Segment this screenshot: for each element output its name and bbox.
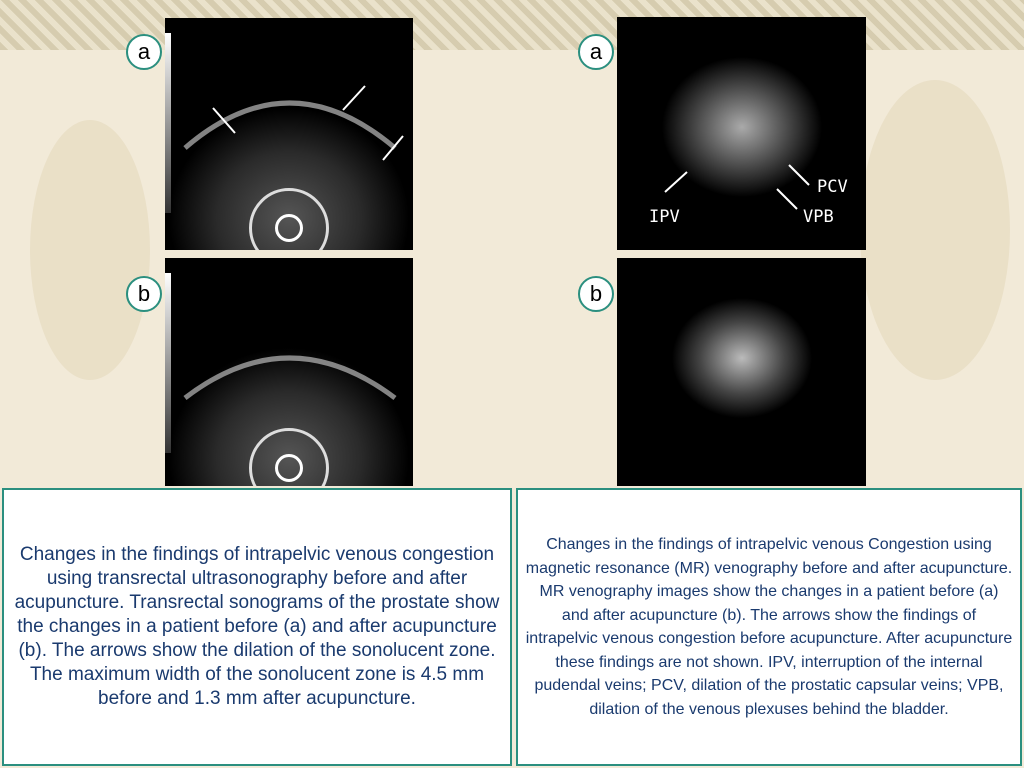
- label-pcv: PCV: [817, 177, 848, 197]
- ultrasound-caption-box: [2, 488, 512, 766]
- mr-caption-box: [516, 488, 1022, 766]
- mr-caption: Changes in the findings of intrapelvic venous Congestion using magnetic resonance (MR) venography before and after acupuncture. MR venography images show the changes in a patient before (a) and after acupuncture (b). The arrows show the findings of intrapelvic venous congestion before acupuncture. After acupuncture these findings are not shown. IPV, interruption of the internal pudendal veins; PCV, dilation of the prostatic capsular veins; VPB, dilation of the venous plexuses behind the bladder.: [525, 536, 1013, 718]
- ultrasound-image-b: [165, 258, 413, 486]
- label-vpb: VPB: [803, 207, 834, 227]
- ultrasound-caption: Changes in the findings of intrapelvic venous congestion using transrectal ultrasonography before and after acupuncture. Transrectal sonograms of the prostate show the changes in a patient before (a) and after acupuncture (b). The arrows show the dilation of the sonolucent zone. The maximum width of the sonolucent zone is 4.5 mm before and 1.3 mm after acupuncture.: [14, 544, 500, 709]
- label-a-ultrasound: a: [126, 34, 162, 70]
- label-ipv: IPV: [649, 207, 680, 227]
- mr-venography-image-a: [617, 17, 866, 250]
- mr-venography-image-b: [617, 258, 866, 486]
- probe-center: [275, 214, 303, 242]
- label-b-mr: b: [578, 276, 614, 312]
- background-ornament: [30, 120, 150, 380]
- probe-center: [275, 454, 303, 482]
- background-ornament: [860, 80, 1010, 380]
- label-b-ultrasound: b: [126, 276, 162, 312]
- ultrasound-image-a: [165, 18, 413, 250]
- label-a-mr: a: [578, 34, 614, 70]
